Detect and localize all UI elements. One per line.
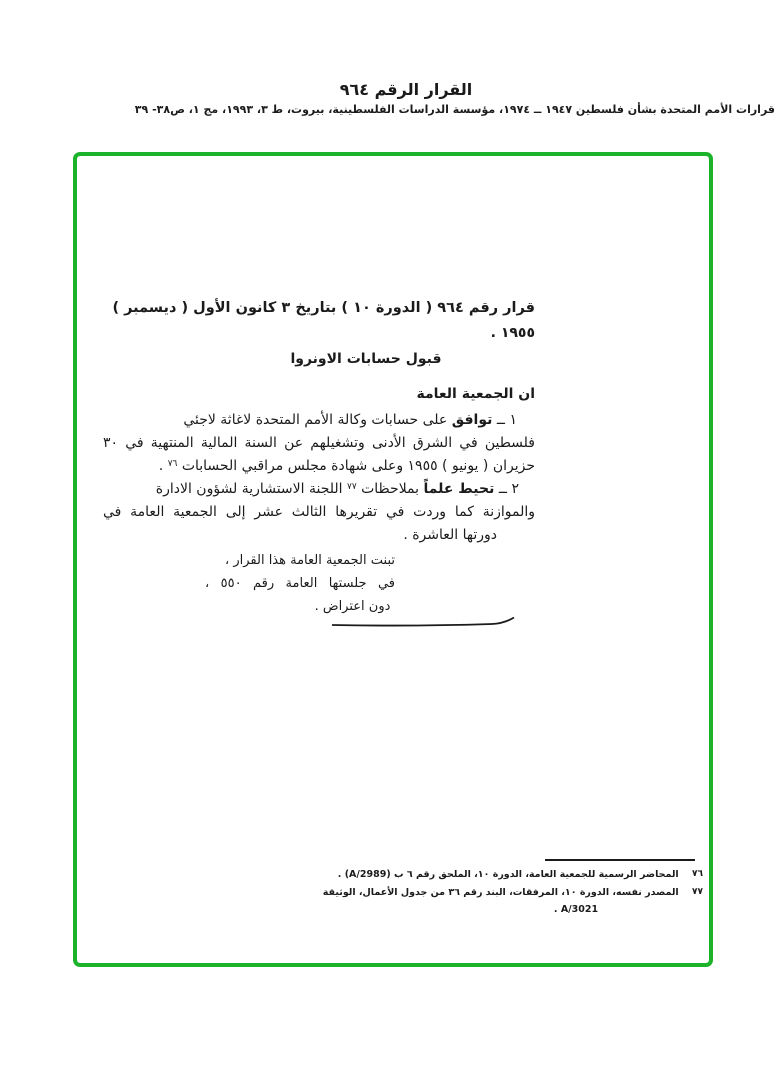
footnote-separator xyxy=(545,859,695,861)
clause1-period: . xyxy=(158,458,164,474)
clause2-line3: دورتها العاشرة . xyxy=(403,527,497,543)
source-citation: قرارات الأمم المتحدة بشأن فلسطين ١٩٤٧ ــ ١٩٧٤، مؤسسة الدراسات الفلسطينية، بيروت، ط ٣، ١٩٩٣، مج ١، ص٣٨- ٣٩ xyxy=(134,103,775,116)
clause2-line1-text: اللجنة الاستشارية لشؤون الادارة xyxy=(155,481,343,497)
adoption-line1: تبنت الجمعية العامة هذا القرار ، xyxy=(225,553,395,568)
page-title: القرار الرقم ٩٦٤ xyxy=(339,80,473,99)
footnote-76 xyxy=(337,868,703,881)
clause1-line3 xyxy=(103,457,535,476)
clause1-line1 xyxy=(103,411,535,430)
preamble: ان الجمعية العامة xyxy=(416,386,535,402)
footnote-76-marker: ٧٦ xyxy=(692,869,703,879)
footnote-ref-76: ٧٦ xyxy=(167,459,178,469)
footnote-77 xyxy=(322,886,703,899)
clause1-number: ١ ــ xyxy=(496,412,517,428)
resolution-title-line1: قرار رقم ٩٦٤ ( الدورة ١٠ ) بتاريخ ٣ كانون الأول ( ديسمبر ) xyxy=(112,300,535,316)
footnote-77-text: المصدر نفسه، الدورة ١٠، المرفقات، البند رقم ٣٦ من جدول الأعمال، الوثيقة xyxy=(322,887,679,898)
clause1-line3-text: حزيران ( يونيو ) ١٩٥٥ وعلى شهادة مجلس مراقبي الحسابات xyxy=(181,458,535,474)
resolution-subject: قبول حسابات الاونروا xyxy=(290,351,442,367)
clause2-line1-mid: بملاحظات xyxy=(361,481,420,497)
clause1-line1-text: على حسابات وكالة الأمم المتحدة لاغاثة لاجئي xyxy=(183,412,448,428)
adoption-line3: دون اعتراض . xyxy=(314,599,391,614)
clause2-line1 xyxy=(103,480,535,499)
clause2-number: ٢ ــ xyxy=(498,481,519,497)
resolution-title-line2: ١٩٥٥ . xyxy=(490,325,535,341)
footnote-76-text: المحاضر الرسمية للجمعية العامة، الدورة ١٠، الملحق رقم ٦ ب (A/2989) . xyxy=(337,869,679,880)
adoption-line2: في جلستها العامة رقم ٥٥٠ ، xyxy=(205,576,396,591)
clause1-line2: فلسطين في الشرق الأدنى وتشغيلهم عن السنة المالية المنتهية في ٣٠ xyxy=(103,435,535,451)
end-rule-line xyxy=(330,615,516,629)
footnote-ref-77: ٧٧ xyxy=(346,482,357,492)
footnote-77-document-ref: A/3021 . xyxy=(553,904,599,915)
clause2-line2: والموازنة كما وردت في تقريرها الثالث عشر إلى الجمعية العامة في xyxy=(103,504,535,520)
clause2-verb: تحيط علماً xyxy=(423,481,495,497)
footnote-77-marker: ٧٧ xyxy=(692,887,703,897)
clause1-verb: توافق xyxy=(451,412,493,428)
